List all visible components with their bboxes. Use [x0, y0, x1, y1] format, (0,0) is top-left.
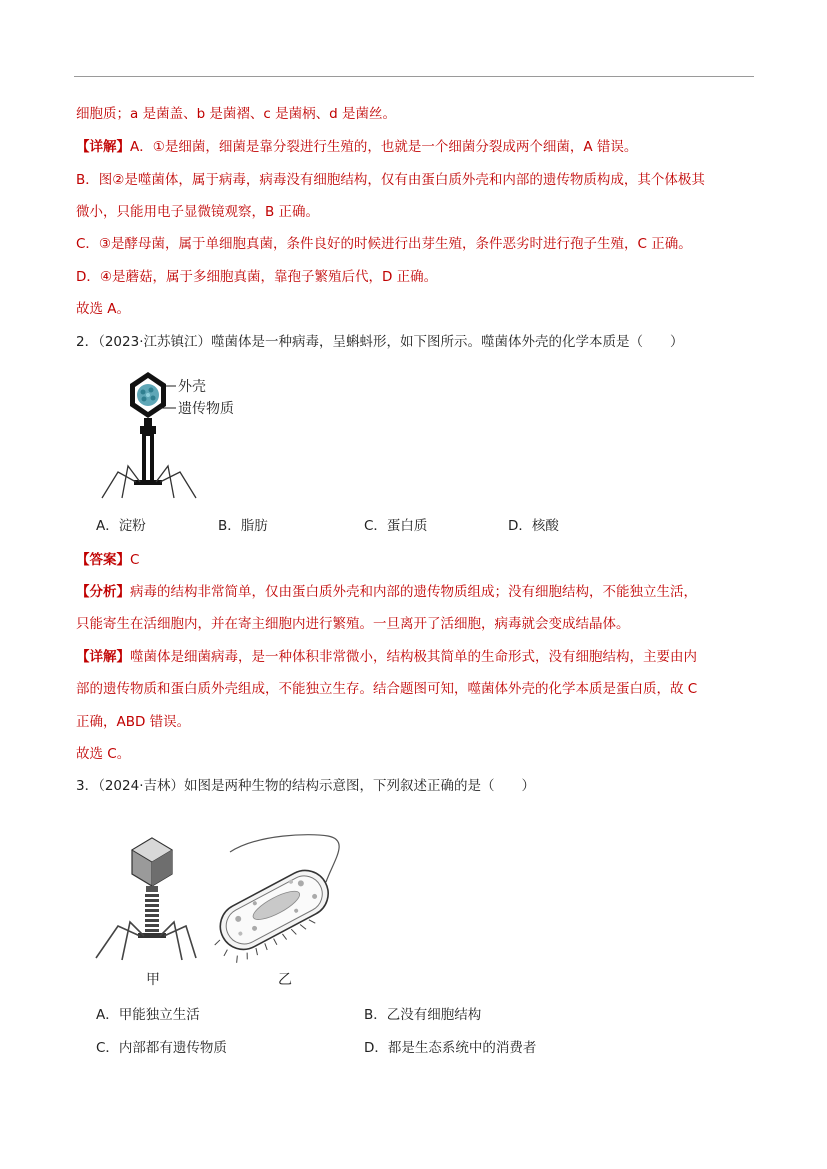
q3-option-b: B．乙没有细胞结构 — [364, 1007, 482, 1023]
q3-option-a: A．甲能独立生活 — [96, 1007, 200, 1023]
label-genetic-material: 遗传物质 — [178, 401, 234, 417]
label-yi: 乙 — [278, 972, 292, 988]
detail-tag: 【详解】 — [76, 649, 130, 665]
q2-analysis-1 — [76, 582, 697, 602]
two-organisms-figure — [88, 830, 358, 995]
q3-stem: 3．（2024·吉林）如图是两种生物的结构示意图，下列叙述正确的是（ ） — [76, 778, 535, 794]
detail-1-text: 噬菌体是细菌病毒，是一种体积非常微小，结构极其简单的生命形式，没有细胞结构，主要由内 — [130, 649, 697, 665]
phage-figure — [96, 368, 276, 503]
header-rule — [74, 76, 754, 77]
q1-choose: 故选 A。 — [76, 301, 131, 317]
bacterium-yi-drawing — [203, 835, 341, 971]
q1-detail-d: D．④是蘑菇，属于多细胞真菌，靠孢子繁殖后代，D 正确。 — [76, 269, 438, 285]
analysis-tag: 【分析】 — [76, 584, 130, 600]
detail-tag: 【详解】 — [76, 139, 130, 155]
q2-option-c: C．蛋白质 — [364, 518, 428, 534]
q2-detail-1 — [76, 647, 697, 667]
q2-stem: 2．（2023·江苏镇江）噬菌体是一种病毒，呈蝌蚪形，如下图所示。噬菌体外壳的化学本质是（ ） — [76, 334, 684, 350]
label-shell: 外壳 — [178, 379, 206, 395]
q2-option-d: D．核酸 — [508, 518, 559, 534]
label-jia: 甲 — [146, 972, 160, 988]
q1-detail-b1: B．图②是噬菌体，属于病毒，病毒没有细胞结构，仅有由蛋白质外壳和内部的遗传物质构成，其个体极其 — [76, 172, 705, 188]
q2-choose: 故选 C。 — [76, 746, 131, 762]
phage-jia-drawing — [96, 838, 196, 960]
q2-option-b: B．脂肪 — [218, 518, 268, 534]
q3-option-c: C．内部都有遗传物质 — [96, 1040, 227, 1056]
q2-analysis-2: 只能寄生在活细胞内，并在寄主细胞内进行繁殖。一旦离开了活细胞，病毒就会变成结晶体。 — [76, 616, 630, 632]
analysis-1-text: 病毒的结构非常简单，仅由蛋白质外壳和内部的遗传物质组成；没有细胞结构，不能独立生活， — [130, 584, 697, 600]
q1-detail-a — [76, 137, 637, 157]
q1-cytoplasm-line: 细胞质；a 是菌盖、b 是菌褶、c 是菌柄、d 是菌丝。 — [76, 106, 396, 122]
q2-detail-3: 正确，ABD 错误。 — [76, 714, 191, 730]
q2-answer — [76, 550, 139, 570]
q3-option-d: D．都是生态系统中的消费者 — [364, 1040, 537, 1056]
q2-option-a: A．淀粉 — [96, 518, 146, 534]
q1-detail-c: C．③是酵母菌，属于单细胞真菌，条件良好的时候进行出芽生殖，条件恶劣时进行孢子生殖，C 正确。 — [76, 236, 692, 252]
q1-detail-b2: 微小，只能用电子显微镜观察，B 正确。 — [76, 204, 320, 220]
answer-value: C — [130, 552, 140, 568]
q2-detail-2: 部的遗传物质和蛋白质外壳组成，不能独立生存。结合题图可知，噬菌体外壳的化学本质是蛋白质，故 C — [76, 681, 698, 697]
answer-tag: 【答案】 — [76, 552, 130, 568]
detail-a-text: A．①是细菌，细菌是靠分裂进行生殖的，也就是一个细菌分裂成两个细菌，A 错误。 — [130, 139, 638, 155]
